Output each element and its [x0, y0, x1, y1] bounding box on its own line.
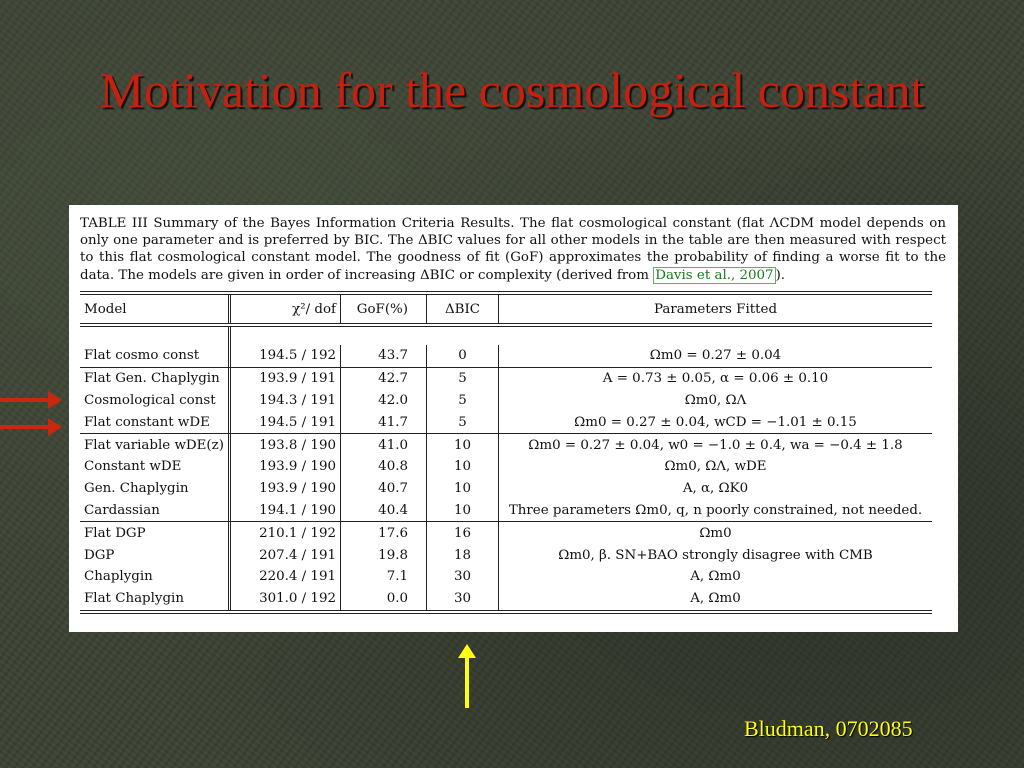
cell-gof: 43.7	[341, 345, 427, 367]
cell-params: Three parameters Ωm0, q, n poorly constrained, not needed.	[508, 502, 923, 518]
cell-model: Flat Gen. Chaplygin	[80, 368, 231, 390]
cell-params: A, α, ΩK0	[682, 481, 749, 497]
cell-chi2: 193.9 / 190	[231, 478, 341, 500]
cell-params: Ωm0	[699, 525, 732, 541]
cell-params: Ωm0, ΩΛ	[684, 392, 747, 408]
cell-params: Ωm0 = 0.27 ± 0.04	[649, 348, 782, 364]
cell-gof: 40.4	[341, 500, 427, 522]
cell-gof: 0.0	[341, 588, 427, 610]
table-row	[80, 433, 932, 456]
cell-chi2: 301.0 / 192	[231, 588, 341, 610]
table-header-row	[80, 295, 932, 323]
header-chi2: χ²/ dof	[231, 295, 341, 323]
cell-dbic: 16	[427, 522, 499, 544]
cell-chi2: 193.8 / 190	[231, 434, 341, 456]
cell-model: Flat cosmo const	[80, 345, 231, 367]
table-row	[80, 367, 932, 390]
cell-dbic: 10	[427, 478, 499, 500]
caption-end: ).	[775, 267, 786, 283]
cell-dbic: 30	[427, 566, 499, 588]
cell-params: A = 0.73 ± 0.05, α = 0.06 ± 0.10	[602, 371, 829, 387]
cell-params: Ωm0, ΩΛ, wDE	[664, 459, 767, 475]
cell-gof: 42.7	[341, 368, 427, 390]
table-row	[80, 588, 932, 610]
header-model: Model	[80, 295, 231, 323]
cell-dbic: 10	[427, 500, 499, 522]
cell-dbic: 10	[427, 456, 499, 478]
table-row	[80, 411, 932, 433]
cell-chi2: 194.1 / 190	[231, 500, 341, 522]
cell-model: Flat Chaplygin	[80, 588, 231, 610]
cell-dbic: 5	[427, 368, 499, 390]
cell-gof: 41.0	[341, 434, 427, 456]
cell-gof: 7.1	[341, 566, 427, 588]
slide-title: Motivation for the cosmological constant	[99, 62, 925, 118]
cell-dbic: 10	[427, 434, 499, 456]
table-spacer	[80, 327, 932, 345]
cell-model: Cardassian	[80, 500, 231, 522]
cell-params: Ωm0 = 0.27 ± 0.04, wCD = −1.01 ± 0.15	[574, 414, 857, 430]
table-image-panel	[69, 205, 958, 632]
cell-chi2: 194.5 / 191	[231, 411, 341, 433]
cell-gof: 19.8	[341, 544, 427, 566]
cell-chi2: 193.9 / 191	[231, 368, 341, 390]
cell-gof: 40.8	[341, 456, 427, 478]
cell-params: A, Ωm0	[690, 591, 741, 607]
citation-link[interactable]: Davis et al., 2007	[655, 267, 774, 283]
red-arrow-right-icon	[0, 425, 60, 429]
cell-chi2: 207.4 / 191	[231, 544, 341, 566]
header-params: Parameters Fitted	[653, 301, 778, 317]
cell-chi2: 194.3 / 191	[231, 390, 341, 412]
table-row	[80, 456, 932, 478]
table-row	[80, 478, 932, 500]
red-arrow-right-icon	[0, 398, 60, 402]
table-body	[80, 345, 932, 610]
cell-model: Flat DGP	[80, 522, 231, 544]
cell-chi2: 194.5 / 192	[231, 345, 341, 367]
table-row	[80, 521, 932, 544]
cell-model: Constant wDE	[80, 456, 231, 478]
yellow-arrow-up-icon	[465, 650, 469, 708]
cell-dbic: 5	[427, 390, 499, 412]
cell-params: A, Ωm0	[690, 569, 741, 585]
cell-gof: 42.0	[341, 390, 427, 412]
cell-model: Gen. Chaplygin	[80, 478, 231, 500]
cell-chi2: 210.1 / 192	[231, 522, 341, 544]
table-row	[80, 390, 932, 412]
cell-gof: 41.7	[341, 411, 427, 433]
slide-credit: Bludman, 0702085	[744, 716, 913, 741]
table-row	[80, 544, 932, 566]
table-caption	[80, 215, 946, 284]
cell-params: Ωm0 = 0.27 ± 0.04, w0 = −1.0 ± 0.4, wa = −0.4 ± 1.8	[528, 437, 903, 453]
cell-model: Flat constant wDE	[80, 411, 231, 433]
cell-dbic: 30	[427, 588, 499, 610]
results-table	[80, 291, 932, 614]
header-dbic: ΔBIC	[427, 295, 499, 323]
table-row	[80, 566, 932, 588]
cell-chi2: 220.4 / 191	[231, 566, 341, 588]
table-row	[80, 500, 932, 522]
cell-chi2: 193.9 / 190	[231, 456, 341, 478]
cell-gof: 17.6	[341, 522, 427, 544]
cell-params: Ωm0, β. SN+BAO strongly disagree with CMB	[558, 547, 873, 563]
cell-gof: 40.7	[341, 478, 427, 500]
cell-dbic: 5	[427, 411, 499, 433]
cell-model: DGP	[80, 544, 231, 566]
cell-dbic: 0	[427, 345, 499, 367]
cell-model: Flat variable wDE(z)	[80, 434, 231, 456]
table-bottom-rule	[80, 610, 932, 614]
cell-dbic: 18	[427, 544, 499, 566]
table-row	[80, 345, 932, 367]
cell-model: Cosmological const	[80, 390, 231, 412]
header-gof: GoF(%)	[341, 295, 427, 323]
caption-text: TABLE III Summary of the Bayes Information Criteria Results. The flat cosmological constant (flat ΛCDM model depends on only one parameter and is preferred by BIC. The ΔBIC values for all other models in the table are then measured with respect to this flat cosmological constant model. The goodness of fit (GoF) approximates the probability of finding a worse fit to the data. The models are given in order of increasing ΔBIC or complexity (derived from	[80, 216, 946, 283]
cell-model: Chaplygin	[80, 566, 231, 588]
